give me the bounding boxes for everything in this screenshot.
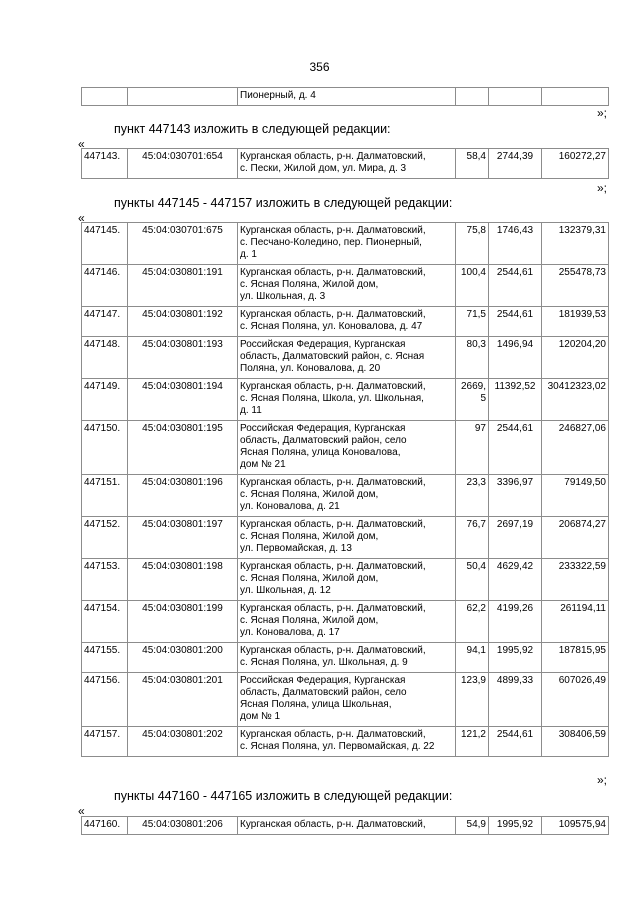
address-line: ул. Коновалова, д. 17 [240,627,340,638]
address-line: дом № 1 [240,711,281,722]
address-line: Поляна, ул. Коновалова, д. 20 [240,363,381,374]
cadastral-value-cell: 206874,27 [542,517,609,559]
address-line: ул. Коновалова, д. 21 [240,501,340,512]
address-line: Курганская область, р-н. Далматовский, [240,477,426,488]
address-cell [238,643,456,673]
address-cell [238,88,456,106]
area-cell: 121,2 [456,727,489,757]
table-row [82,421,609,475]
amendment-instruction: пункты 447160 - 447165 изложить в следующей редакции: [114,789,453,803]
unit-value-cell: 2544,61 [489,421,542,475]
unit-value-cell: 2544,61 [489,307,542,337]
record-number-cell: 447147. [82,307,128,337]
record-number-cell: 447155. [82,643,128,673]
address-cell [238,559,456,601]
opening-quote: « [78,211,85,225]
area-cell: 94,1 [456,643,489,673]
address-line: д. 11 [240,405,262,416]
address-line: Курганская область, р-н. Далматовский, [240,519,426,530]
table-row [82,517,609,559]
table-row [82,559,609,601]
cadastral-number-cell: 45:04:030801:192 [128,307,238,337]
record-number-cell: 447156. [82,673,128,727]
area-cell: 58,4 [456,149,489,179]
unit-value-cell: 4629,42 [489,559,542,601]
address-line: с. Ясная Поляна, Жилой дом, [240,531,379,542]
cadastral-value-cell: 246827,06 [542,421,609,475]
record-number-cell: 447150. [82,421,128,475]
property-table-continuation [81,87,609,106]
address-line: область, Далматовский район, село [240,687,407,698]
cadastral-value-cell: 132379,31 [542,223,609,265]
record-number-cell: 447145. [82,223,128,265]
unit-value-cell: 2697,19 [489,517,542,559]
cadastral-number-cell: 45:04:030801:198 [128,559,238,601]
address-line: с. Ясная Поляна, ул. Школьная, д. 9 [240,657,408,668]
address-line: Курганская область, р-н. Далматовский, [240,225,426,236]
cadastral-number-cell [128,88,238,106]
closing-quote: »; [596,773,607,787]
address-line: с. Ясная Поляна, Жилой дом, [240,279,379,290]
area-cell: 62,2 [456,601,489,643]
cadastral-value-cell: 261194,11 [542,601,609,643]
area-cell: 71,5 [456,307,489,337]
record-number-cell: 447152. [82,517,128,559]
address-line: с. Ясная Поляна, Школа, ул. Школьная, [240,393,424,404]
amendment-instruction: пункт 447143 изложить в следующей редакции: [114,122,391,136]
address-line: Курганская область, р-н. Далматовский, [240,561,426,572]
address-line: Ясная Поляна, улица Коновалова, [240,447,401,458]
cadastral-number-cell: 45:04:030801:197 [128,517,238,559]
table-row [82,307,609,337]
area-cell: 54,9 [456,817,489,835]
unit-value-cell: 1995,92 [489,817,542,835]
address-cell [238,307,456,337]
address-line: Ясная Поляна, улица Школьная, [240,699,392,710]
unit-value-cell: 11392,52 [489,379,542,421]
table-row [82,643,609,673]
cadastral-value-cell: 30412323,02 [542,379,609,421]
record-number-cell: 447146. [82,265,128,307]
cadastral-value-cell: 607026,49 [542,673,609,727]
address-line: Российская Федерация, Курганская [240,675,406,686]
unit-value-cell: 1995,92 [489,643,542,673]
cadastral-number-cell: 45:04:030801:201 [128,673,238,727]
area-cell: 80,3 [456,337,489,379]
unit-value-cell: 2544,61 [489,265,542,307]
cadastral-number-cell: 45:04:030801:200 [128,643,238,673]
table-row [82,223,609,265]
address-line: с. Ясная Поляна, Жилой дом, [240,489,379,500]
table-row [82,673,609,727]
address-line: ул. Школьная, д. 12 [240,585,331,596]
opening-quote: « [78,804,85,818]
address-cell [238,601,456,643]
address-line: Российская Федерация, Курганская [240,423,406,434]
area-cell: 2669, 5 [456,379,489,421]
record-number-cell: 447160. [82,817,128,835]
table-row [82,601,609,643]
cadastral-number-cell: 45:04:030701:654 [128,149,238,179]
area-cell: 76,7 [456,517,489,559]
record-number-cell: 447157. [82,727,128,757]
area-cell: 123,9 [456,673,489,727]
table-row [82,88,609,106]
record-number-cell: 447153. [82,559,128,601]
closing-quote: »; [596,181,607,195]
address-line: с. Ясная Поляна, Жилой дом, [240,573,379,584]
cadastral-value-cell: 160272,27 [542,149,609,179]
address-cell [238,149,456,179]
unit-value-cell: 3396,97 [489,475,542,517]
record-number-cell: 447149. [82,379,128,421]
area-cell [456,88,489,106]
address-line: Курганская область, р-н. Далматовский, [240,151,426,162]
address-cell [238,727,456,757]
cadastral-value-cell [542,88,609,106]
cadastral-value-cell: 181939,53 [542,307,609,337]
record-number-cell [82,88,128,106]
address-line: Курганская область, р-н. Далматовский, [240,267,426,278]
cadastral-value-cell: 120204,20 [542,337,609,379]
page-number: 356 [309,60,330,74]
cadastral-number-cell: 45:04:030801:194 [128,379,238,421]
address-line: ул. Школьная, д. 3 [240,291,326,302]
address-line: область, Далматовский район, с. Ясная [240,351,425,362]
opening-quote: « [78,137,85,151]
record-number-cell: 447148. [82,337,128,379]
address-cell [238,817,456,835]
address-line: Курганская область, р-н. Далматовский, [240,381,426,392]
table-row [82,149,609,179]
cadastral-number-cell: 45:04:030801:202 [128,727,238,757]
property-table [81,148,609,179]
cadastral-number-cell: 45:04:030801:196 [128,475,238,517]
address-cell [238,421,456,475]
address-line: область, Далматовский район, село [240,435,407,446]
address-cell [238,517,456,559]
cadastral-number-cell: 45:04:030801:206 [128,817,238,835]
area-cell: 100,4 [456,265,489,307]
cadastral-number-cell: 45:04:030801:195 [128,421,238,475]
address-line: д. 1 [240,249,257,260]
cadastral-number-cell: 45:04:030801:191 [128,265,238,307]
record-number-cell: 447143. [82,149,128,179]
cadastral-value-cell: 187815,95 [542,643,609,673]
address-line: дом № 21 [240,459,286,470]
area-cell: 50,4 [456,559,489,601]
address-cell [238,475,456,517]
address-line: с. Ясная Поляна, ул. Коновалова, д. 47 [240,321,423,332]
unit-value-cell [489,88,542,106]
cadastral-value-cell: 255478,73 [542,265,609,307]
address-line: с. Песчано-Коледино, пер. Пионерный, [240,237,422,248]
area-cell: 23,3 [456,475,489,517]
address-line: Курганская область, р-н. Далматовский, [240,645,426,656]
unit-value-cell: 1496,94 [489,337,542,379]
address-line: Курганская область, р-н. Далматовский, [240,819,426,830]
cadastral-number-cell: 45:04:030801:199 [128,601,238,643]
unit-value-cell: 4199,26 [489,601,542,643]
table-row [82,265,609,307]
address-line: Курганская область, р-н. Далматовский, [240,309,426,320]
address-cell [238,673,456,727]
address-cell [238,337,456,379]
cadastral-number-cell: 45:04:030701:675 [128,223,238,265]
unit-value-cell: 2744,39 [489,149,542,179]
unit-value-cell: 4899,33 [489,673,542,727]
cadastral-value-cell: 109575,94 [542,817,609,835]
address-line: с. Пески, Жилой дом, ул. Мира, д. 3 [240,163,407,174]
property-table [81,222,609,757]
address-line: Пионерный, д. 4 [240,90,316,101]
address-cell [238,379,456,421]
area-cell: 97 [456,421,489,475]
unit-value-cell: 2544,61 [489,727,542,757]
address-line: Курганская область, р-н. Далматовский, [240,603,426,614]
area-cell: 75,8 [456,223,489,265]
cadastral-value-cell: 233322,59 [542,559,609,601]
address-cell [238,265,456,307]
address-line: с. Ясная Поляна, ул. Первомайская, д. 22 [240,741,435,752]
table-row [82,475,609,517]
closing-quote: »; [596,106,607,120]
record-number-cell: 447151. [82,475,128,517]
cadastral-value-cell: 308406,59 [542,727,609,757]
table-row [82,379,609,421]
address-line: с. Ясная Поляна, Жилой дом, [240,615,379,626]
cadastral-value-cell: 79149,50 [542,475,609,517]
property-table [81,816,609,835]
table-row [82,337,609,379]
address-line: Российская Федерация, Курганская [240,339,406,350]
table-row [82,727,609,757]
address-line: Курганская область, р-н. Далматовский, [240,729,426,740]
address-line: ул. Первомайская, д. 13 [240,543,352,554]
unit-value-cell: 1746,43 [489,223,542,265]
address-cell [238,223,456,265]
table-row [82,817,609,835]
cadastral-number-cell: 45:04:030801:193 [128,337,238,379]
amendment-instruction: пункты 447145 - 447157 изложить в следующей редакции: [114,196,453,210]
record-number-cell: 447154. [82,601,128,643]
